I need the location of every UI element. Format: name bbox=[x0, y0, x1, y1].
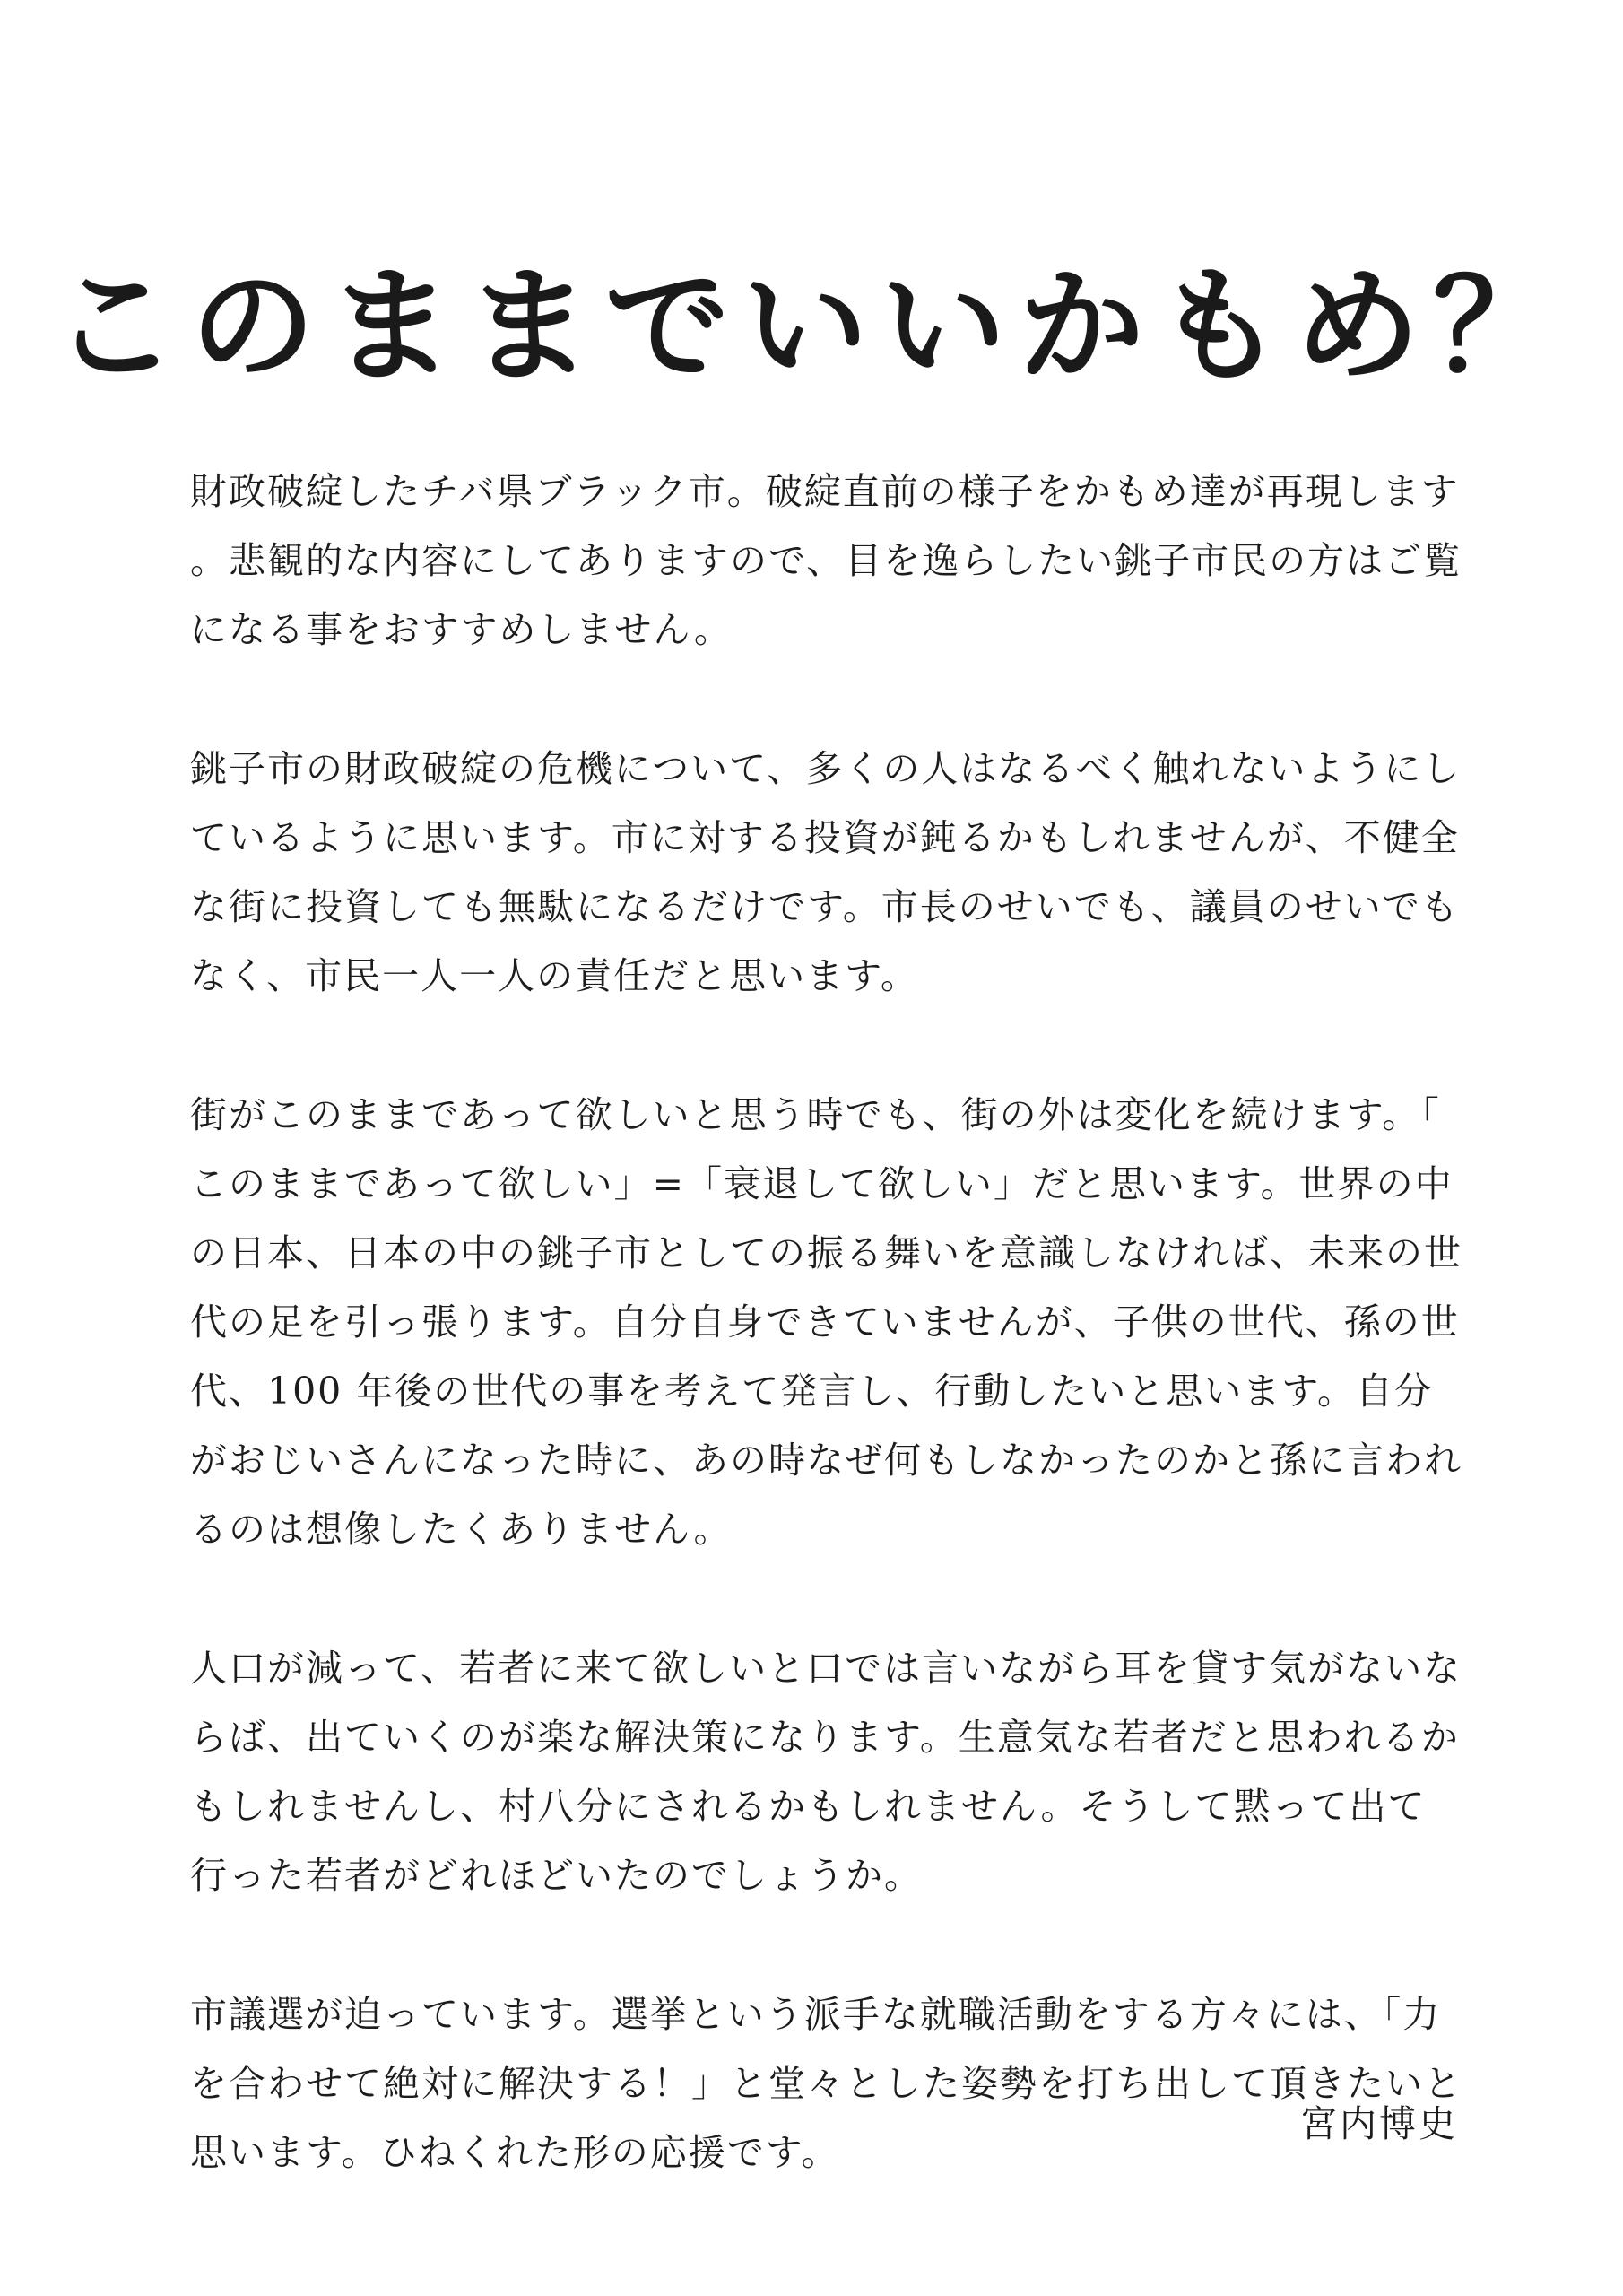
paragraph: 財政破綻したチバ県ブラック市。破綻直前の様子をかもめ達が再現します。悲観的な内容にしてありますので、目を逸らしたい銚子市民の方はご覧になる事をおすすめしません。 bbox=[190, 470, 1462, 651]
author-signature: 宮内博史 bbox=[1300, 2102, 1458, 2145]
paragraph: 人口が減って、若者に来て欲しいと口では言いながら耳を貸す気がないならば、出ていくのが楽な解決策になります。生意気な若者だと思われるかもしれませんし、村八分にされるかもしれません。そうして黙って出て行った若者がどれほどいたのでしょうか。 bbox=[190, 1647, 1462, 1897]
page-title: このままでいいかもめ？ bbox=[51, 252, 1571, 400]
paragraph: 市議選が迫っています。選挙という派手な就職活動をする方々には、「力を合わせて絶対に解決する！」と堂々とした姿勢を打ち出して頂きたいと思います。ひねくれた形の応援です。 bbox=[190, 1993, 1462, 2174]
article-body bbox=[190, 457, 1463, 2257]
paragraph: 銚子市の財政破綻の危機について、多くの人はなるべく触れないようにしているように思います。市に対する投資が鈍るかもしれませんが、不健全な街に投資しても無駄になるだけです。市長のせいでも、議員のせいでもなく、市民一人一人の責任だと思います。 bbox=[190, 747, 1462, 997]
paragraph: 街がこのままであって欲しいと思う時でも、街の外は変化を続けます。「このままであって欲しい」=「衰退して欲しい」だと思います。世界の中の日本、日本の中の銚子市としての振る舞いを意識しなければ、未来の世代の足を引っ張ります。自分自身できていませんが、子供の世代、孫の世代、100 年後の世代の事を考えて発言し、行動したいと思います。自分がおじいさんになった時に、あの時なぜ何もしなかったのかと孫に言われるのは想像したくありません。 bbox=[190, 1093, 1462, 1551]
